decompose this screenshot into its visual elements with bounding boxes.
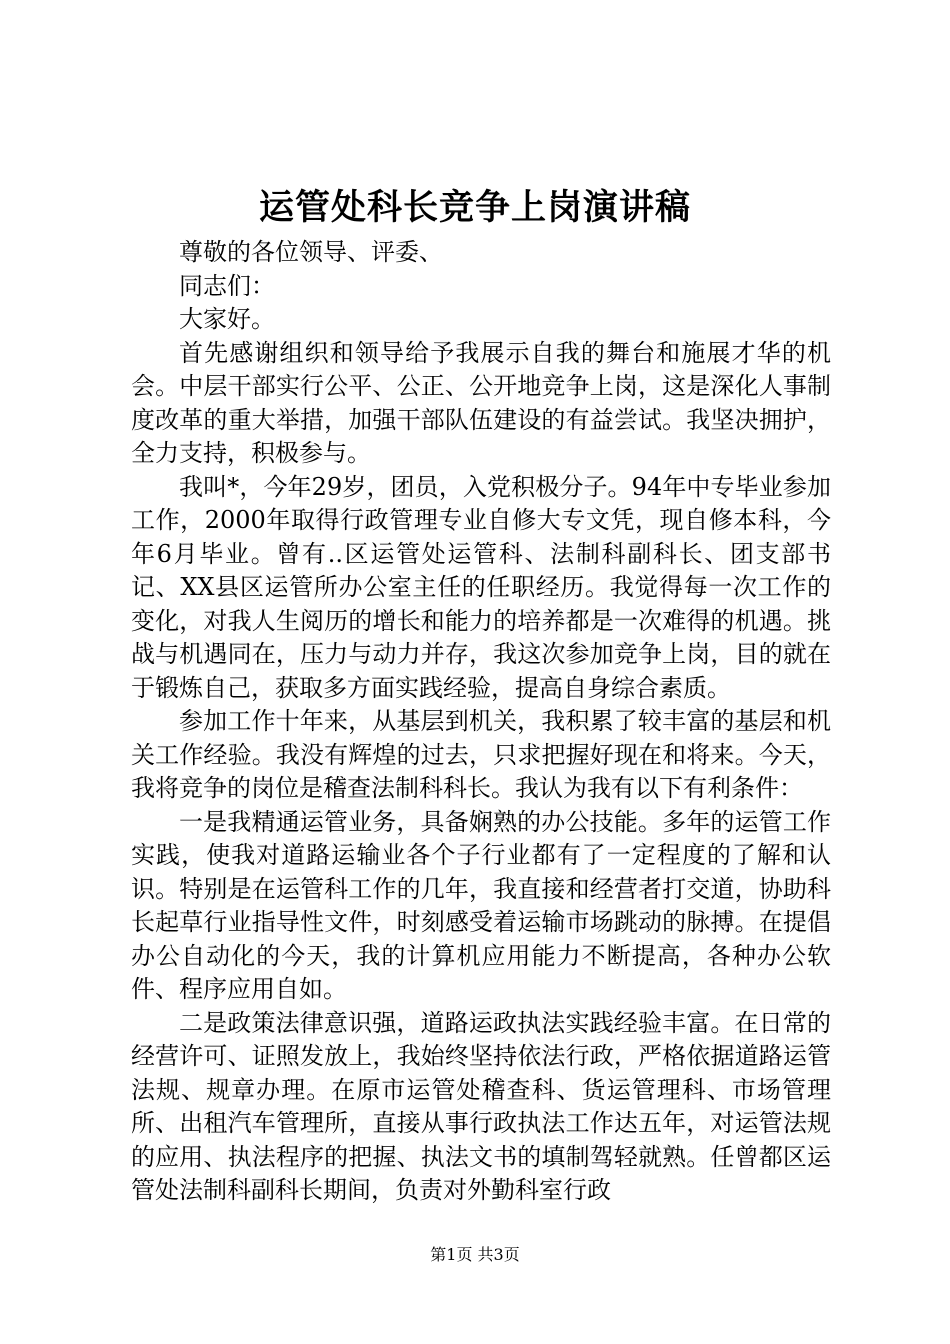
- salutation-line-1: 尊敬的各位领导、评委、: [179, 238, 443, 266]
- document-title: 运管处科长竞争上岗演讲稿: [258, 187, 691, 228]
- paragraph: 我叫*，今年29岁，团员，入党积极分子。94年中专毕业参加工作，2000年取得行政管理专业自修大专文凭，现自修本科，今年6月毕业。曾有..区运管处运管科、法制科副科长、团支部书记、XX县区运管所办公室主任的任职经历。我觉得每一次工作的变化，对我人生阅历的增长和能力的培养都是一次难得的机遇。挑战与机遇同在，压力与动力并存，我这次参加竞争上岗，目的就在于锻炼自己，获取多方面实践经验，提高自身综合素质。: [131, 472, 831, 702]
- page-footer: 第1页 共3页: [430, 1245, 520, 1264]
- paragraph: 参加工作十年来，从基层到机关，我积累了较丰富的基层和机关工作经验。我没有辉煌的过去，只求把握好现在和将来。今天，我将竞争的岗位是稽查法制科科长。我认为我有以下有利条件：: [131, 707, 831, 802]
- greeting: 大家好。: [179, 305, 275, 333]
- paragraph: 二是政策法律意识强，道路运政执法实践经验丰富。在日常的经营许可、证照发放上，我始终坚持依法行政，严格依据道路运管法规、规章办理。在原市运管处稽查科、货运管理科、市场管理所、出租汽车管理所，直接从事行政执法工作达五年，对运管法规的应用、执法程序的把握、执法文书的填制驾轻就熟。任曾都区运管处法制科副科长期间，负责对外勤科室行政: [131, 1008, 831, 1204]
- document-body: [131, 236, 831, 1208]
- paragraph: 一是我精通运管业务，具备娴熟的办公技能。多年的运管工作实践，使我对道路运输业各个子行业都有了一定程度的了解和认识。特别是在运管科工作的几年，我直接和经营者打交道，协助科长起草行业指导性文件，时刻感受着运输市场跳动的脉搏。在提倡办公自动化的今天，我的计算机应用能力不断提高，各种办公软件、程序应用自如。: [131, 807, 831, 1003]
- paragraph: 首先感谢组织和领导给予我展示自我的舞台和施展才华的机会。中层干部实行公平、公正、公开地竞争上岗，这是深化人事制度改革的重大举措，加强干部队伍建设的有益尝试。我坚决拥护，全力支持，积极参与。: [131, 338, 831, 467]
- salutation-line-2: 同志们：: [179, 271, 275, 300]
